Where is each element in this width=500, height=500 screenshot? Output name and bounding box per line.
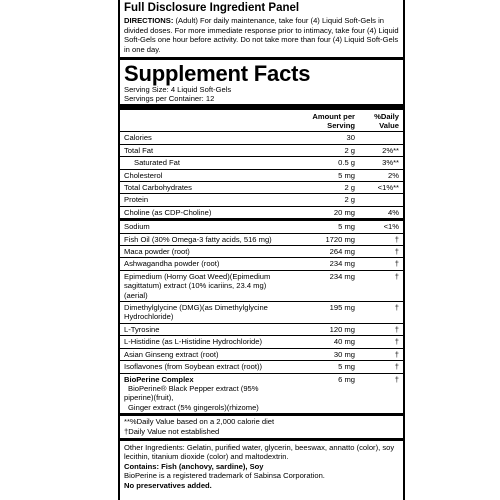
- table-row: Sodium 5 mg <1%: [120, 221, 403, 233]
- table-row: L-Histidine (as L-Histidine Hydrochloride) 40 mg †: [120, 336, 403, 348]
- facts-header-row: [120, 110, 403, 132]
- serving-size: Serving Size: 4 Liquid Soft-Gels: [124, 85, 232, 95]
- table-row: Saturated Fat 0.5 g 3%**: [120, 157, 403, 169]
- table-row: Total Fat 2 g 2%**: [120, 145, 403, 157]
- directions-label: DIRECTIONS:: [124, 16, 174, 25]
- table-row: L-Tyrosine 120 mg †: [120, 324, 403, 336]
- directions-text: [124, 16, 399, 54]
- table-row: Choline (as CDP-Choline) 20 mg 4%: [120, 207, 403, 221]
- trademark-note: BioPerine is a registered trademark of Sabinsa Corporation.: [124, 471, 325, 481]
- disclosure-title: Full Disclosure Ingredient Panel: [124, 2, 300, 14]
- table-row: Fish Oil (30% Omega-3 fatty acids, 516 mg) 1720 mg †: [120, 234, 403, 246]
- footnotes: [120, 416, 403, 441]
- contains-allergens: Contains: Fish (anchovy, sardine), Soy: [124, 461, 264, 471]
- complex-title: BioPerine Complex: [124, 374, 194, 384]
- table-row: Protein 2 g: [120, 194, 403, 206]
- complex-dv: †: [394, 374, 399, 384]
- facts-rows: [120, 132, 403, 373]
- table-row: Ashwagandha powder (root) 234 mg †: [120, 258, 403, 270]
- complex-line1: BioPerine® Black Pepper extract (95% piperine)(fruit),: [124, 383, 259, 403]
- complex-line2: Ginger extract (5% gingerols)(rhizome): [128, 402, 259, 412]
- table-row: Asian Ginseng extract (root) 30 mg †: [120, 349, 403, 361]
- table-row: Cholesterol 5 mg 2%: [120, 170, 403, 182]
- other-ingredients-section: [120, 441, 403, 490]
- footnote-not-established: †Daily Value not established: [124, 426, 220, 436]
- supplement-panel: [118, 0, 405, 500]
- disclosure-section: [120, 0, 403, 60]
- bioperine-complex-row: [120, 374, 403, 417]
- table-row: Dimethylglycine (DMG)(as Dimethylglycine Hydrochloride) 195 mg †: [120, 302, 403, 324]
- no-preservatives: No preservatives added.: [124, 480, 212, 490]
- table-row: Total Carbohydrates 2 g <1%**: [120, 182, 403, 194]
- amount-header: Amount per Serving: [312, 112, 355, 131]
- servings-per-container: Servings per Container: 12: [124, 94, 215, 104]
- table-row: Maca powder (root) 264 mg †: [120, 246, 403, 258]
- other-ingredients: Other Ingredients: Gelatin, purified water, glycerin, beeswax, annatto (color), soy lecithin, titanium dioxide (color) and maltodextrin.: [124, 442, 395, 462]
- footnote-dv-basis: **%Daily Value based on a 2,000 calorie diet: [124, 417, 275, 427]
- directions-body: (Adult) For daily maintenance, take four (4) Liquid Soft-Gels in divided doses. For more immediate response prior to intimacy, take four (4) Liquid Soft-Gels one hour before activity. Do not take more than four (4) Liquid Soft-Gels in one day.: [124, 16, 399, 54]
- table-row: Isoflavones (from Soybean extract (root)) 5 mg †: [120, 361, 403, 373]
- table-row: Epimedium (Horny Goat Weed)(Epimedium sagittatum) extract (10% icariins, 23.4 mg)(aerial) 234 mg †: [120, 271, 403, 302]
- supplement-facts-title: Supplement Facts: [124, 61, 311, 87]
- complex-amount: 6 mg: [338, 374, 355, 384]
- table-row: Calories 30: [120, 132, 403, 144]
- dv-header: %Daily Value: [374, 112, 399, 131]
